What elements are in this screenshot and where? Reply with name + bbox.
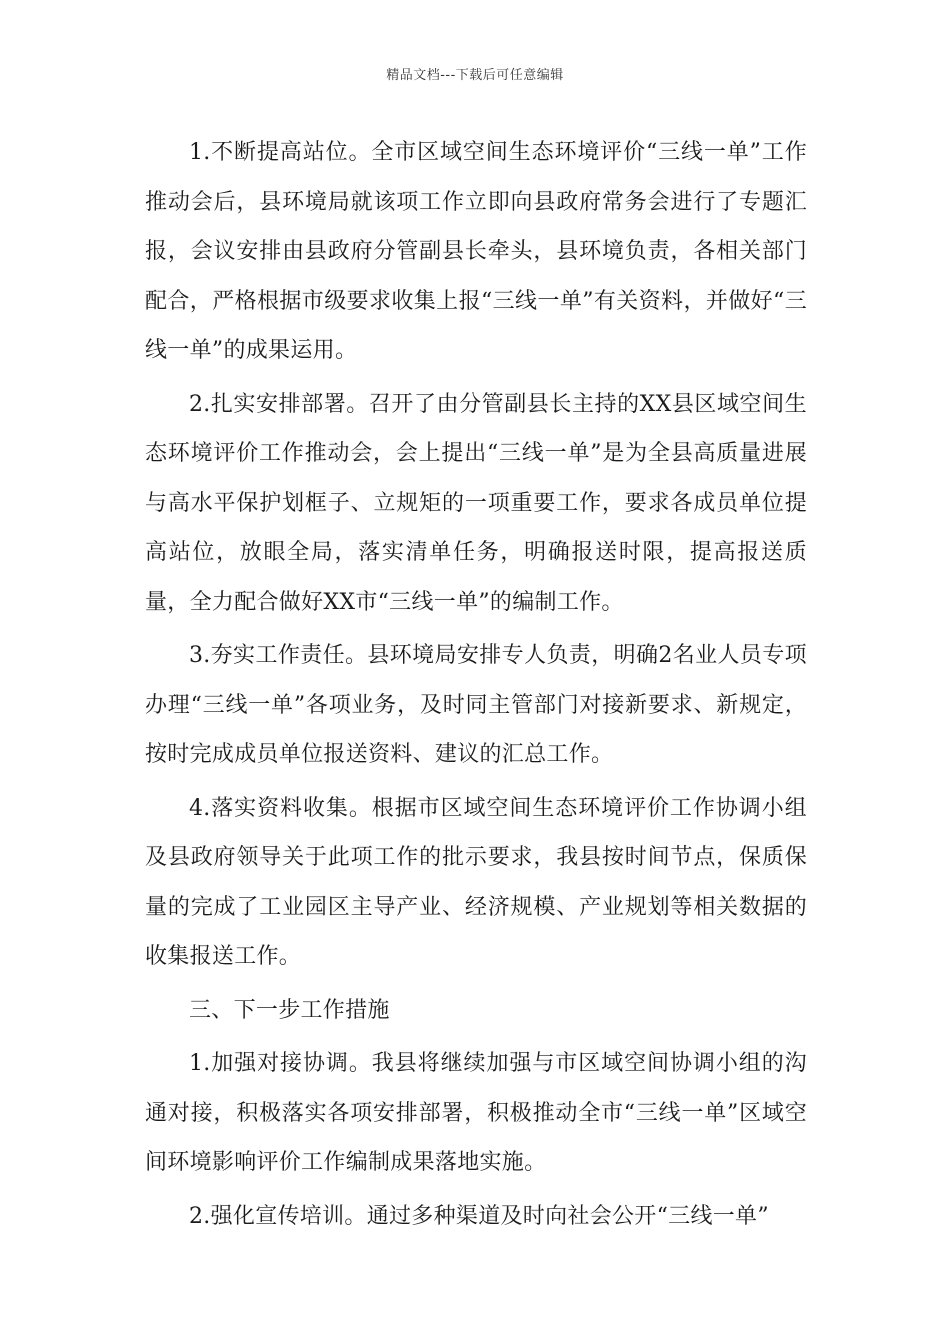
page-header: 精品文档---下载后可任意编辑 [386, 68, 564, 83]
section-heading-next-steps: 三、下一步工作措施 [189, 997, 390, 1023]
paragraph-data-collection: 4.落实资料收集。根据市区域空间生态环境评价工作协调小组及县政府领导关于此项工作的批示要求，我县按时间节点，保质保量的完成了工业园区主导产业、经济规模、产业规划等相关数据的收集报送工作。 [145, 795, 807, 969]
paragraph-arrange-deploy: 2.扎实安排部署。召开了由分管副县长主持的XX县区域空间生态环境评价工作推动会，会上提出“三线一单”是为全县高质量进展与高水平保护划框子、立规矩的一项重要工作，要求各成员单位提高站位，放眼全局，落实清单任务，明确报送时限，提高报送质量，全力配合做好XX市“三线一单”的编制工作。 [145, 391, 807, 615]
document-body [145, 128, 807, 1245]
paragraph-coordination: 1.加强对接协调。我县将继续加强与市区域空间协调小组的沟通对接，积极落实各项安排部署，积极推动全市“三线一单”区域空间环境影响评价工作编制成果落地实施。 [145, 1051, 807, 1175]
paragraph-responsibility: 3.夯实工作责任。县环境局安排专人负责，明确2名业人员专项办理“三线一单”各项业务，及时同主管部门对接新要求、新规定，按时完成成员单位报送资料、建议的汇总工作。 [145, 643, 807, 767]
paragraph-publicity-training: 2.强化宣传培训。通过多种渠道及时向社会公开“三线一单” [189, 1203, 769, 1229]
paragraph-improve-position: 1.不断提高站位。全市区域空间生态环境评价“三线一单”工作推动会后，县环境局就该项工作立即向县政府常务会进行了专题汇报，会议安排由县政府分管副县长牵头，县环境负责，各相关部门配合，严格根据市级要求收集上报“三线一单”有关资料，并做好“三线一单”的成果运用。 [145, 140, 807, 363]
